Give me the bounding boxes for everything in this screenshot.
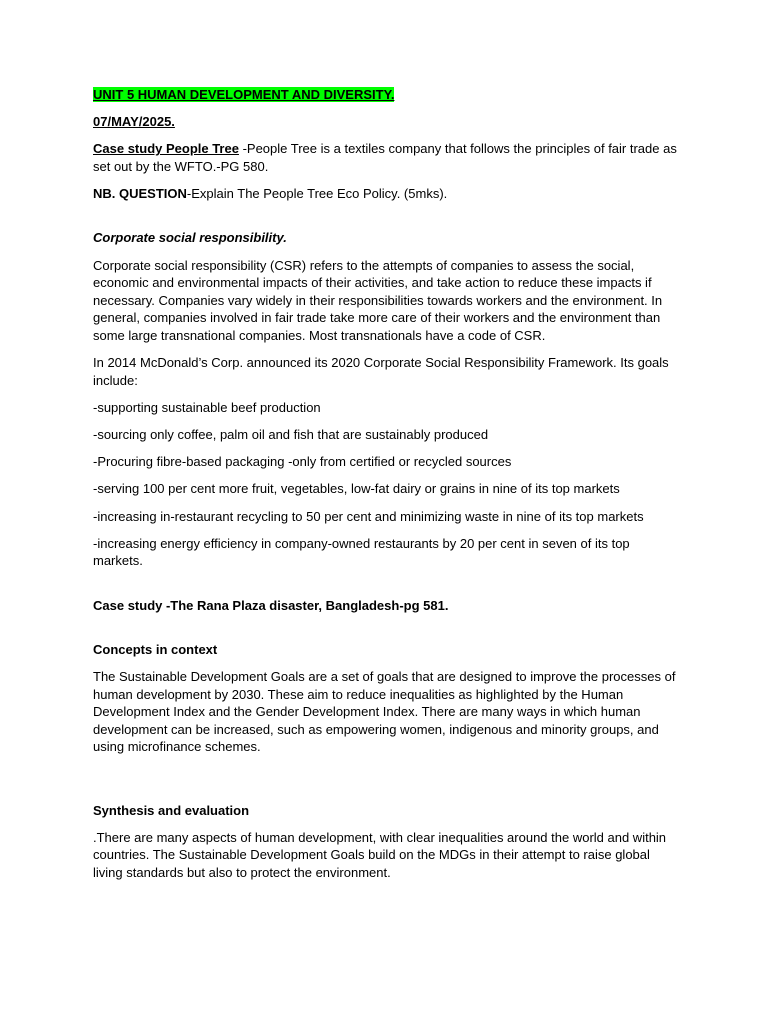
nb-question-text: -Explain The People Tree Eco Policy. (5mks).	[186, 186, 448, 202]
date-line	[93, 113, 683, 131]
unit-title: UNIT 5 HUMAN DEVELOPMENT AND DIVERSITY.	[93, 87, 395, 102]
spacer	[93, 580, 683, 597]
goal-item: -sourcing only coffee, palm oil and fish that are sustainably produced	[93, 427, 489, 443]
document-page	[93, 86, 683, 891]
case-study-people-tree	[93, 140, 683, 175]
spacer	[93, 212, 683, 229]
goal-item: -serving 100 per cent more fruit, vegetables, low-fat dairy or grains in nine of its top markets	[93, 481, 620, 497]
concepts-text: The Sustainable Development Goals are a set of goals that are designed to improve the processes of human development by 2030. These aim to reduce inequalities as highlighted by the Human Development Index and the Gender Development Index. There are many ways in which human development can be increased, such as empowering women, indigenous and minority groups, and using microfinance schemes.	[93, 668, 676, 755]
case-study-label: Case study People Tree	[93, 141, 239, 157]
synthesis-text: .There are many aspects of human development, with clear inequalities around the world and within countries. The Sustainable Development Goals build on the MDGs in their attempt to raise global living standards but also to protect the environment.	[93, 829, 667, 880]
concepts-heading-line	[93, 641, 683, 659]
goal-item: -increasing in-restaurant recycling to 50 per cent and minimizing waste in nine of its top markets	[93, 508, 644, 524]
case-study-rana-plaza-text: Case study -The Rana Plaza disaster, Bangladesh-pg 581.	[93, 597, 449, 613]
synthesis-heading: Synthesis and evaluation	[93, 802, 250, 818]
nb-question-label: NB. QUESTION	[93, 186, 187, 202]
goal-item: -supporting sustainable beef production	[93, 399, 321, 415]
spacer	[93, 766, 683, 802]
case-study-rana-plaza	[93, 597, 683, 615]
goal-item: -increasing energy efficiency in company-owned restaurants by 20 per cent in seven of its top markets.	[93, 535, 630, 569]
nb-question	[93, 185, 683, 203]
date: 07/MAY/2025.	[93, 114, 175, 130]
goal-item: -Procuring fibre-based packaging -only from certified or recycled sources	[93, 454, 512, 470]
synthesis-heading-line	[93, 802, 683, 820]
spacer	[93, 624, 683, 641]
csr-paragraph-1: Corporate social responsibility (CSR) refers to the attempts of companies to assess the social, economic and environmental impacts of their activities, and take action to reduce these impacts if necessary. Companies vary widely in their responsibilities towards workers and the environment. In general, companies involved in fair trade take more care of their workers and the environment than some large transnational companies. Most transnationals have a code of CSR.	[93, 257, 663, 343]
case-study-text: -People Tree is a textiles company that follows the principles of fair trade as set out by the WFTO.-PG 580.	[93, 141, 677, 174]
csr-heading: Corporate social responsibility.	[93, 230, 287, 246]
concepts-heading: Concepts in context	[93, 641, 218, 657]
csr-heading-line	[93, 229, 683, 247]
csr-paragraph-2: In 2014 McDonald’s Corp. announced its 2020 Corporate Social Responsibility Framework. Its goals include:	[93, 355, 669, 388]
unit-title-line	[93, 86, 683, 104]
